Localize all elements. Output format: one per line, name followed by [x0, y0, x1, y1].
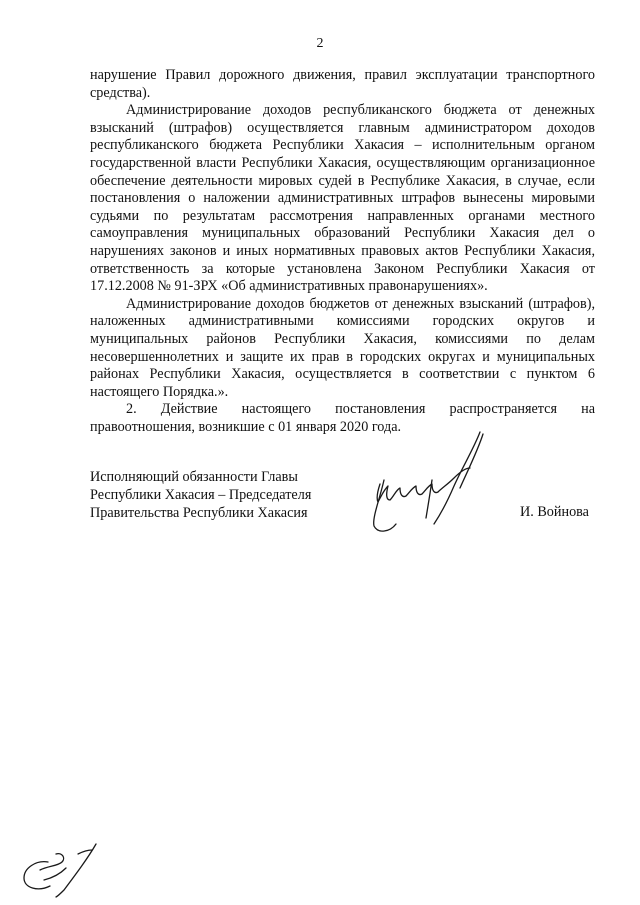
document-body	[90, 67, 595, 436]
handwritten-signature-icon	[362, 428, 492, 538]
handwritten-initials-icon	[18, 840, 100, 898]
paragraph-republican-budget: Администрирование доходов республиканского бюджета от денежных взысканий (штрафов) осуществляется главным администратором доходов республиканского бюджета Республики Хакасия – исполнительным органом государственной власти Республики Хакасия, осуществляющим организационное обеспечение деятельности мировых судей в Республике Хакасия, в случае, если постановления о наложении административных штрафов вынесены мировыми судьями по результатам рассмотрения направленных органами местного самоуправления муниципальных образований Республики Хакасия дел о нарушениях законов и иных нормативных правовых актов Республики Хакасия, ответственность за которые установлена Законом Республики Хакасия от 17.12.2008 № 91-ЗРХ «Об административных правонарушениях».	[90, 102, 595, 295]
signatory-title	[90, 469, 311, 522]
page-number: 2	[316, 36, 324, 51]
paragraph-continuation: нарушение Правил дорожного движения, правил эксплуатации транспортного средства).	[90, 67, 595, 101]
signatory-title-line: Республики Хакасия – Председателя	[90, 486, 312, 503]
signatory-name: И. Войнова	[520, 504, 589, 520]
paragraph-effective-date: 2. Действие настоящего постановления распространяется на правоотношения, возникшие с 01 января 2020 года.	[90, 401, 595, 435]
paragraph-local-budgets: Администрирование доходов бюджетов от денежных взысканий (штрафов), наложенных административными комиссиями городских округов и муниципальных районов Республики Хакасия, комиссиями по делам несовершеннолетних и защите их прав в городских округах и муниципальных районах Республики Хакасия, осуществляется в соответствии с пунктом 6 настоящего Порядка.».	[90, 295, 595, 400]
signatory-title-line: Правительства Республики Хакасия	[90, 504, 308, 521]
signatory-title-line: Исполняющий обязанности Главы	[90, 469, 298, 485]
